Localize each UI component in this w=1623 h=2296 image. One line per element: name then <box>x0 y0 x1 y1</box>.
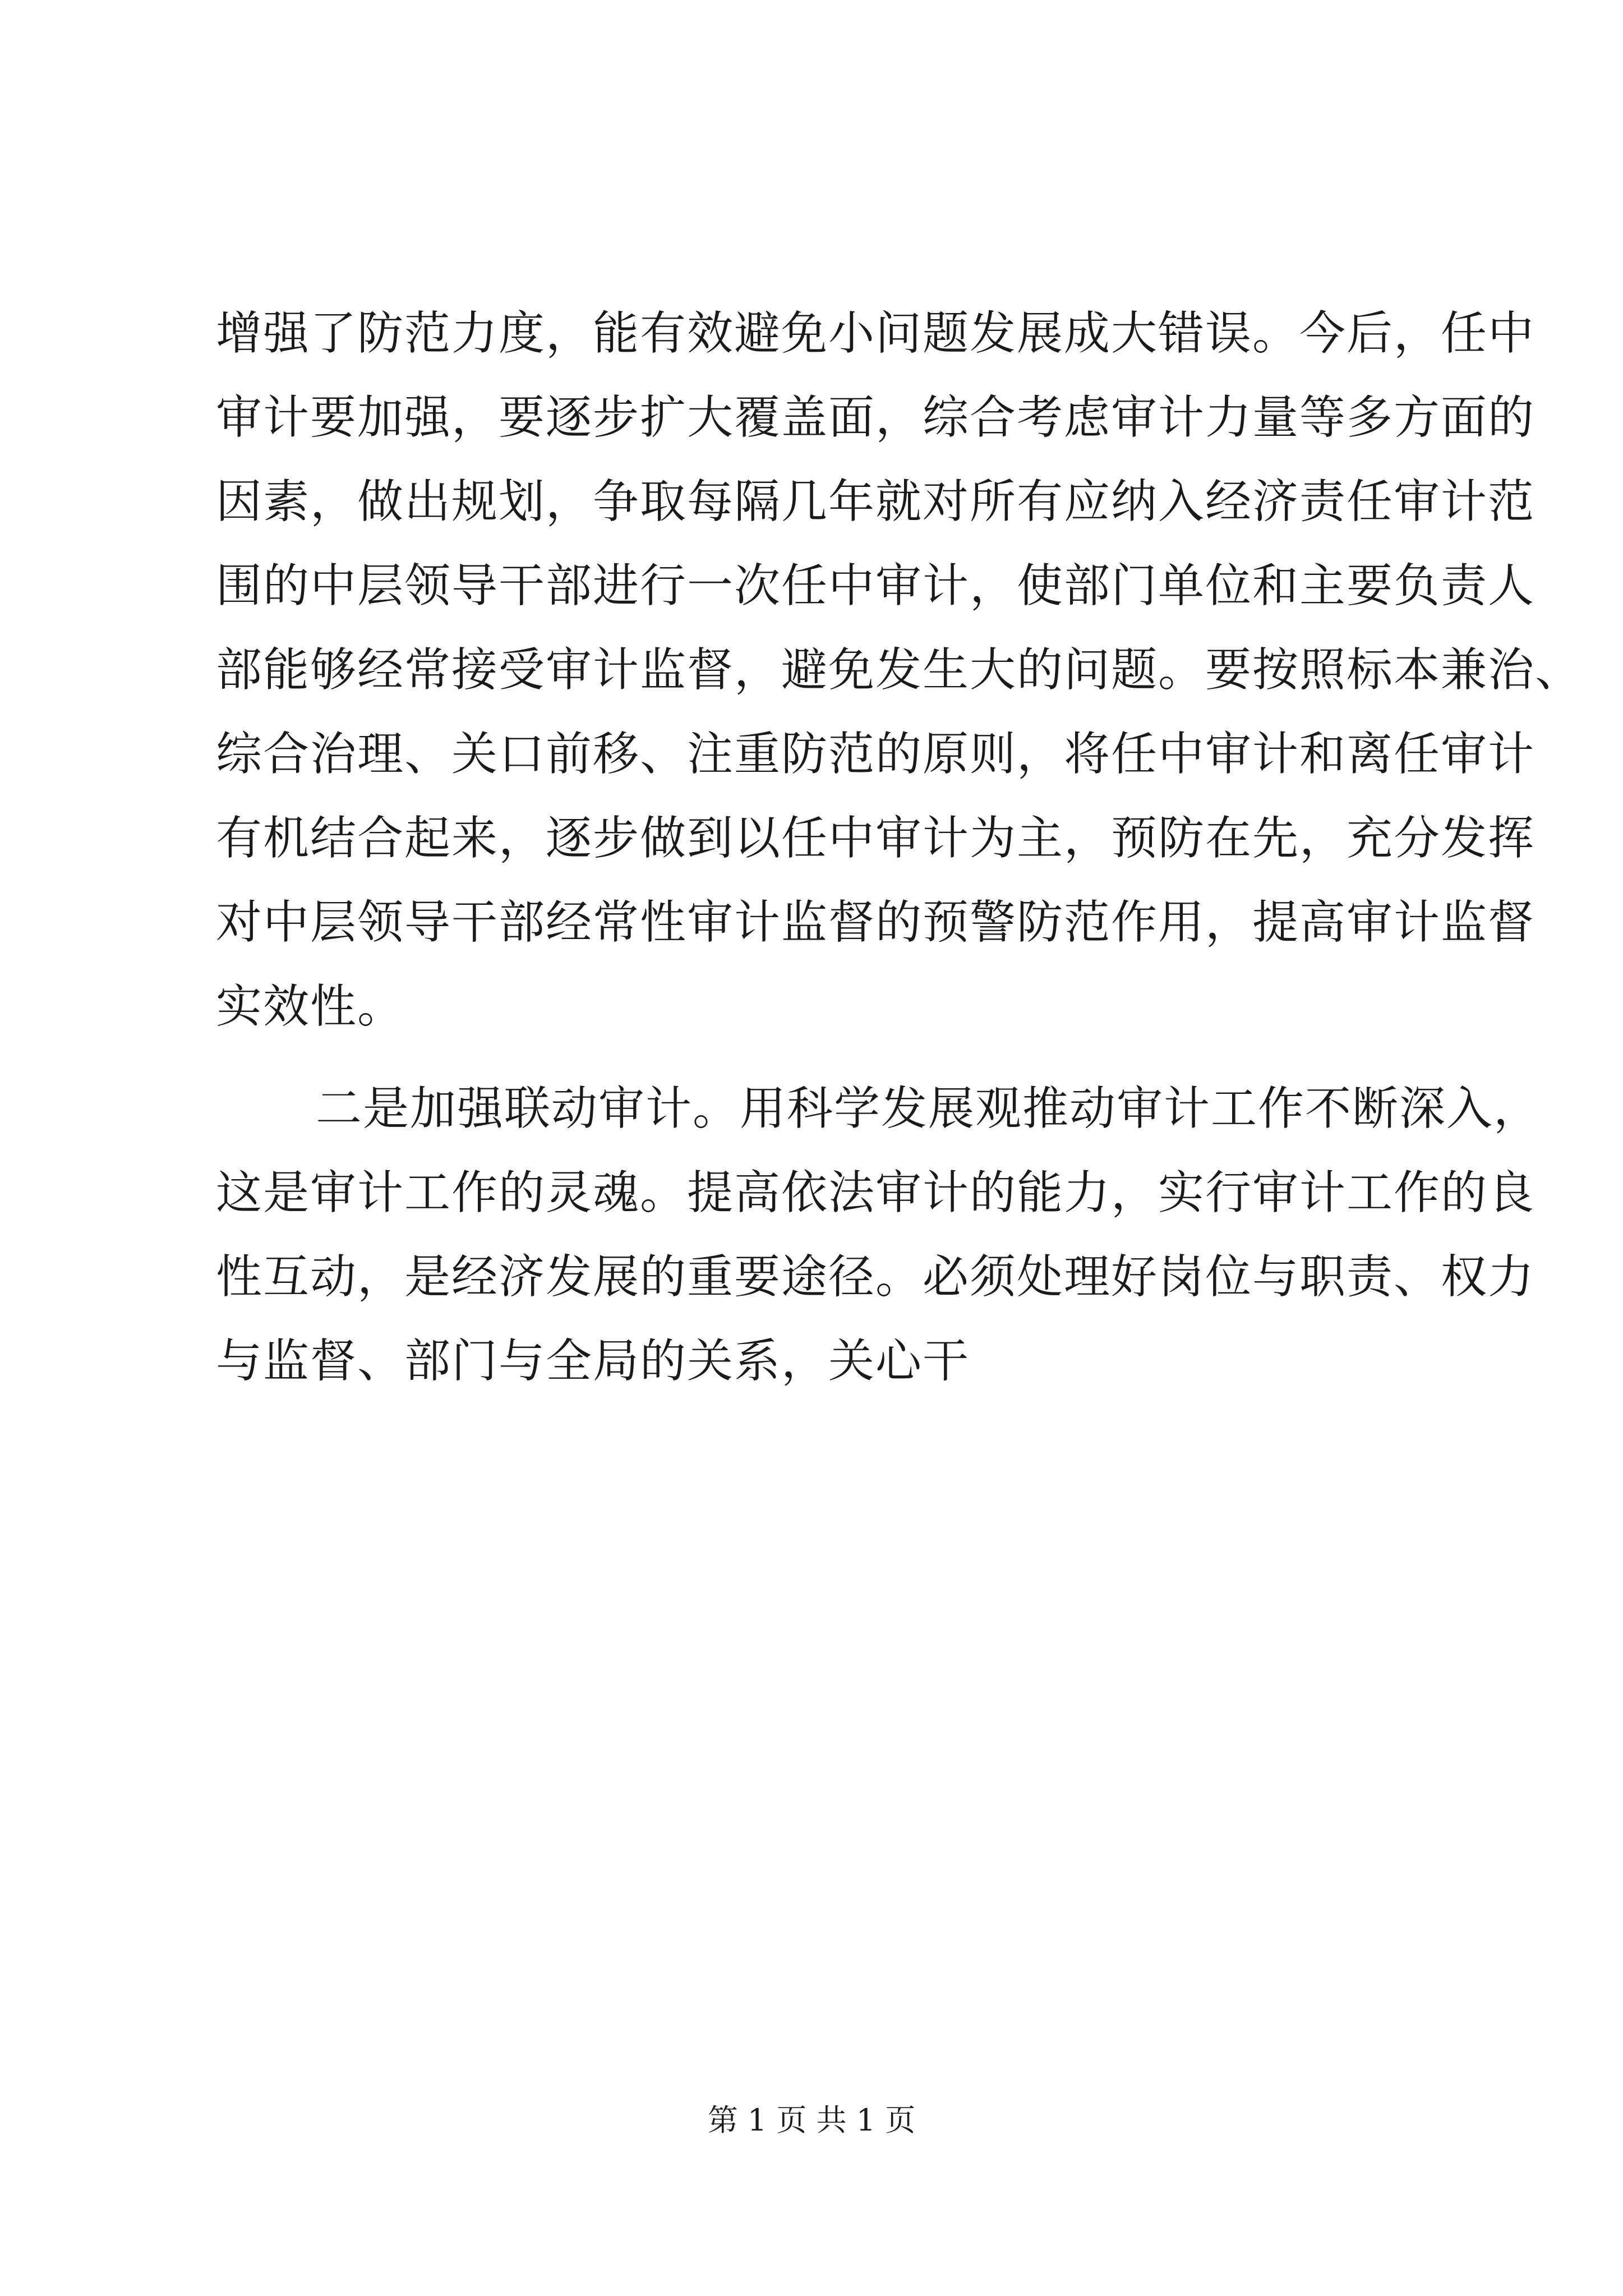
paragraph-spacer <box>216 1049 1416 1067</box>
paragraph-2 <box>216 1067 1541 1404</box>
text-line: 这是审计工作的灵魂。提高依法审计的能力，实行审计工作的良 <box>216 1166 1536 1220</box>
page-footer: 第 1 页 共 1 页 <box>707 2102 916 2138</box>
text-line: 因素，做出规划，争取每隔几年就对所有应纳入经济责任审计范 <box>216 475 1536 528</box>
text-line: 二是加强联动审计。用科学发展观推动审计工作不断深入， <box>316 1082 1541 1135</box>
document-body <box>216 292 1583 1404</box>
text-line: 有机结合起来，逐步做到以任中审计为主，预防在先，充分发挥 <box>216 812 1536 865</box>
text-line: 部能够经常接受审计监督，避免发生大的问题。要按照标本兼治、 <box>216 643 1583 697</box>
text-line: 综合治理、关口前移、注重防范的原则，将任中审计和离任审计 <box>216 728 1536 781</box>
text-line: 性互动，是经济发展的重要途径。必须处理好岗位与职责、权力 <box>216 1250 1536 1304</box>
text-line: 与监督、部门与全局的关系，关心干 <box>216 1335 970 1388</box>
text-line: 增强了防范力度，能有效避免小问题发展成大错误。今后，任中 <box>216 307 1536 360</box>
text-line: 对中层领导干部经常性审计监督的预警防范作用，提高审计监督 <box>216 896 1536 949</box>
text-line: 实效性。 <box>216 980 405 1033</box>
text-line: 审计要加强，要逐步扩大覆盖面，综合考虑审计力量等多方面的 <box>216 391 1536 444</box>
paragraph-1 <box>216 292 1583 1049</box>
text-line: 围的中层领导干部进行一次任中审计，使部门单位和主要负责人 <box>216 559 1536 613</box>
